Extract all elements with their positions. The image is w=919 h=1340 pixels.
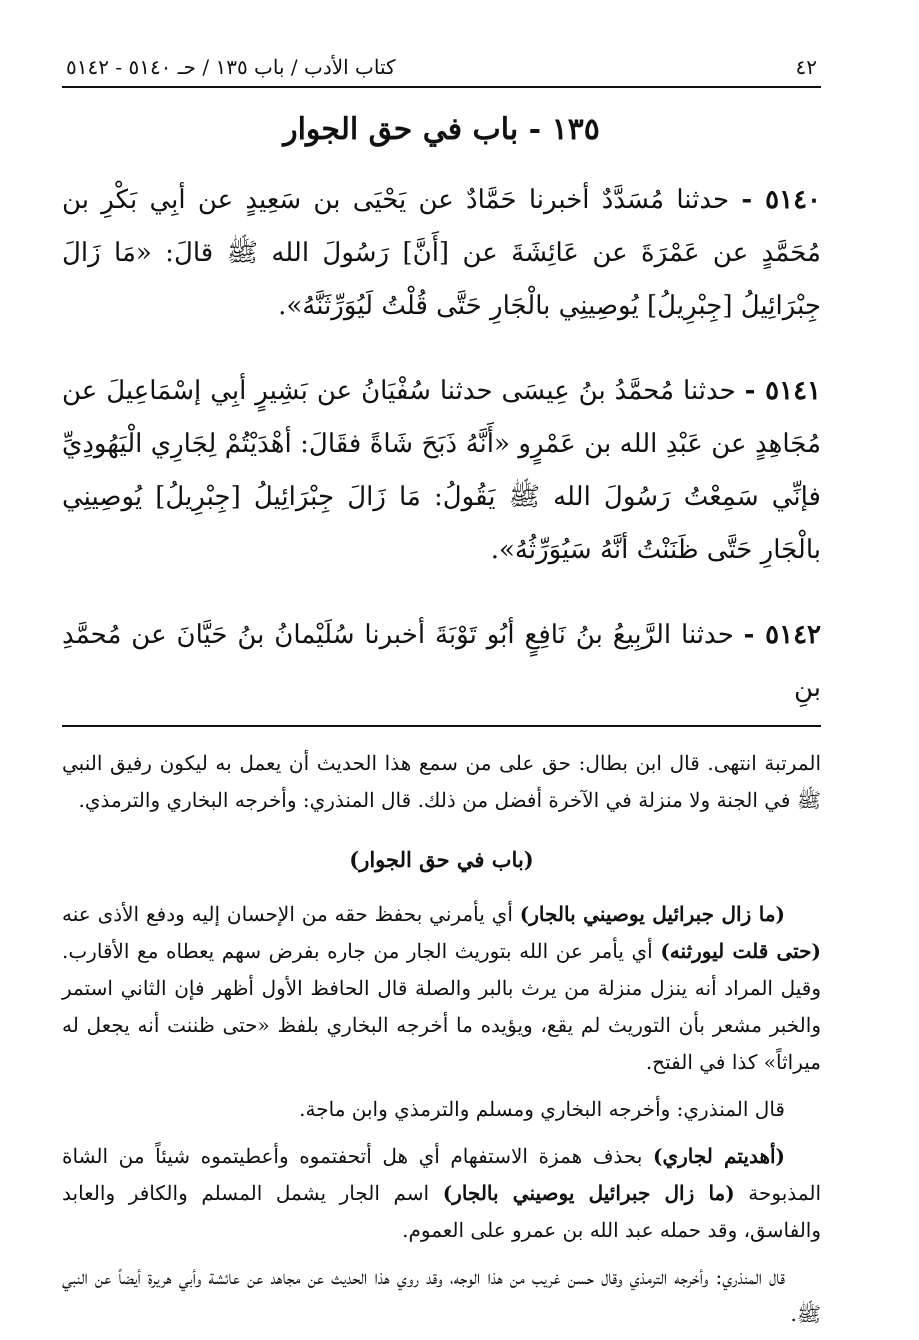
explanation-text: اسم الجار يشمل المسلم والكافر والعابد والفاسق، وقد حمله عبد الله بن عمرو على العموم.: [62, 1181, 821, 1242]
commentary: [62, 745, 821, 1333]
hadith-number: ٥١٤٢ -: [743, 620, 822, 650]
explanation-text: بحذف همزة الاستفهام أي هل أتحفتموه وأعطيتموه شيئاً من الشاة المذبوحة: [62, 1144, 821, 1205]
explanation-text: أي يأمرني بحفظ حقه من الإحسان إليه ودفع الأذى عنه: [62, 902, 520, 926]
explanation-text: أي يأمر عن الله بتوريث الجار من جاره بفرض سهم يعطاه مع الأقارب. وقيل المراد أنه ينزل منزلة من يرث بالبر والصلة قال الحافظ الأول أظهر فإن الثاني استمر والخبر مشعر بأن التوريث لم يقع، ويؤيده ما أخرجه البخاري بلفظ «حتى ظننت أنه يجعل له ميراثاً» كذا في الفتح.: [62, 939, 822, 1074]
running-title: كتاب الأدب / باب ١٣٥ / حـ ٥١٤٠ - ٥١٤٢: [66, 55, 396, 79]
chapter-title: ١٣٥ - باب في حق الجوار: [283, 112, 600, 147]
commentary-paragraph: [62, 896, 821, 1081]
quoted-phrase: (ما زال جبرائيل يوصيني بالجار): [519, 902, 785, 926]
hadith-number: ٥١٤١ -: [744, 376, 822, 406]
hadith-5141: [62, 365, 821, 577]
book-page: [62, 50, 822, 1326]
quoted-phrase: (ما زال جبرائيل يوصيني بالجار): [442, 1181, 735, 1205]
hadith-text: حدثنا مُسَدَّدٌ أخبرنا حَمَّادٌ عن يَحْيَى بن سَعِيدٍ عن أبِي بَكْرِ بن مُحَمَّدٍ عن عَمْرَةَ عن عَائِشَةَ عن [أَنَّ] رَسُولَ الله ﷺ قالَ: «مَا زَالَ جِبْرَائِيلُ [جِبْرِيلُ] يُوصِينِي بالْجَارِ حَتَّى قُلْتُ لَيُوَرِّثَنَّهُ».: [62, 185, 821, 321]
running-header: [62, 50, 821, 88]
page-number: ٤٢: [795, 55, 817, 79]
hadith-5140: [62, 174, 821, 333]
hadith-text: حدثنا الرَّبِيعُ بنُ نَافِعٍ أبُو تَوْبَةَ أخبرنا سُلَيْمانُ بنُ حَيَّانَ عن مُحمَّدِ بنِ: [62, 620, 821, 703]
commentary-section-title: (باب في حق الجوار): [349, 847, 534, 872]
commentary-paragraph: قال المنذري: وأخرجه الترمذي وقال حسن غريب من هذا الوجه، وقد روي هذا الحديث عن مجاهد عن عائشة وأبي هريرة أيضاً عن النبي ﷺ.: [62, 1265, 821, 1326]
hadith-number: ٥١٤٠ -: [741, 185, 822, 215]
quoted-phrase: (أهديتم لجاري): [652, 1144, 786, 1168]
hadith-text: حدثنا مُحمَّدُ بنُ عِيسَى حدثنا سُفْيَانُ عن بَشِيرٍ أبِي إسْمَاعِيلَ عن مُجَاهِدٍ عن عَبْدِ الله بن عَمْرٍو «أَنَّهُ ذَبَحَ شَاةً فقَالَ: أهْدَيْتُمْ لِجَارِي الْيَهُودِيِّ فإنِّي سَمِعْتُ رَسُولَ الله ﷺ يَقُولُ: مَا زَالَ جِبْرَائِيلُ [جِبْرِيلُ] يُوصِينِي بالْجَارِ حَتَّى ظَنَنْتُ أنَّهُ سَيُوَرِّثُهُ».: [62, 376, 821, 565]
quoted-phrase: (حتى قلت ليورثنه): [660, 939, 822, 963]
commentary-paragraph: قال المنذري: وأخرجه البخاري ومسلم والترمذي وابن ماجة.: [299, 1097, 785, 1121]
footnote-divider: [62, 725, 821, 727]
commentary-intro: المرتبة انتهى. قال ابن بطال: حق على من سمع هذا الحديث أن يعمل به ليكون رفيق النبي ﷺ في الجنة ولا منزلة في الآخرة أفضل من ذلك. قال المنذري: وأخرجه البخاري والترمذي.: [62, 751, 821, 812]
commentary-paragraph: [62, 1138, 821, 1249]
hadith-5142: [62, 609, 821, 715]
